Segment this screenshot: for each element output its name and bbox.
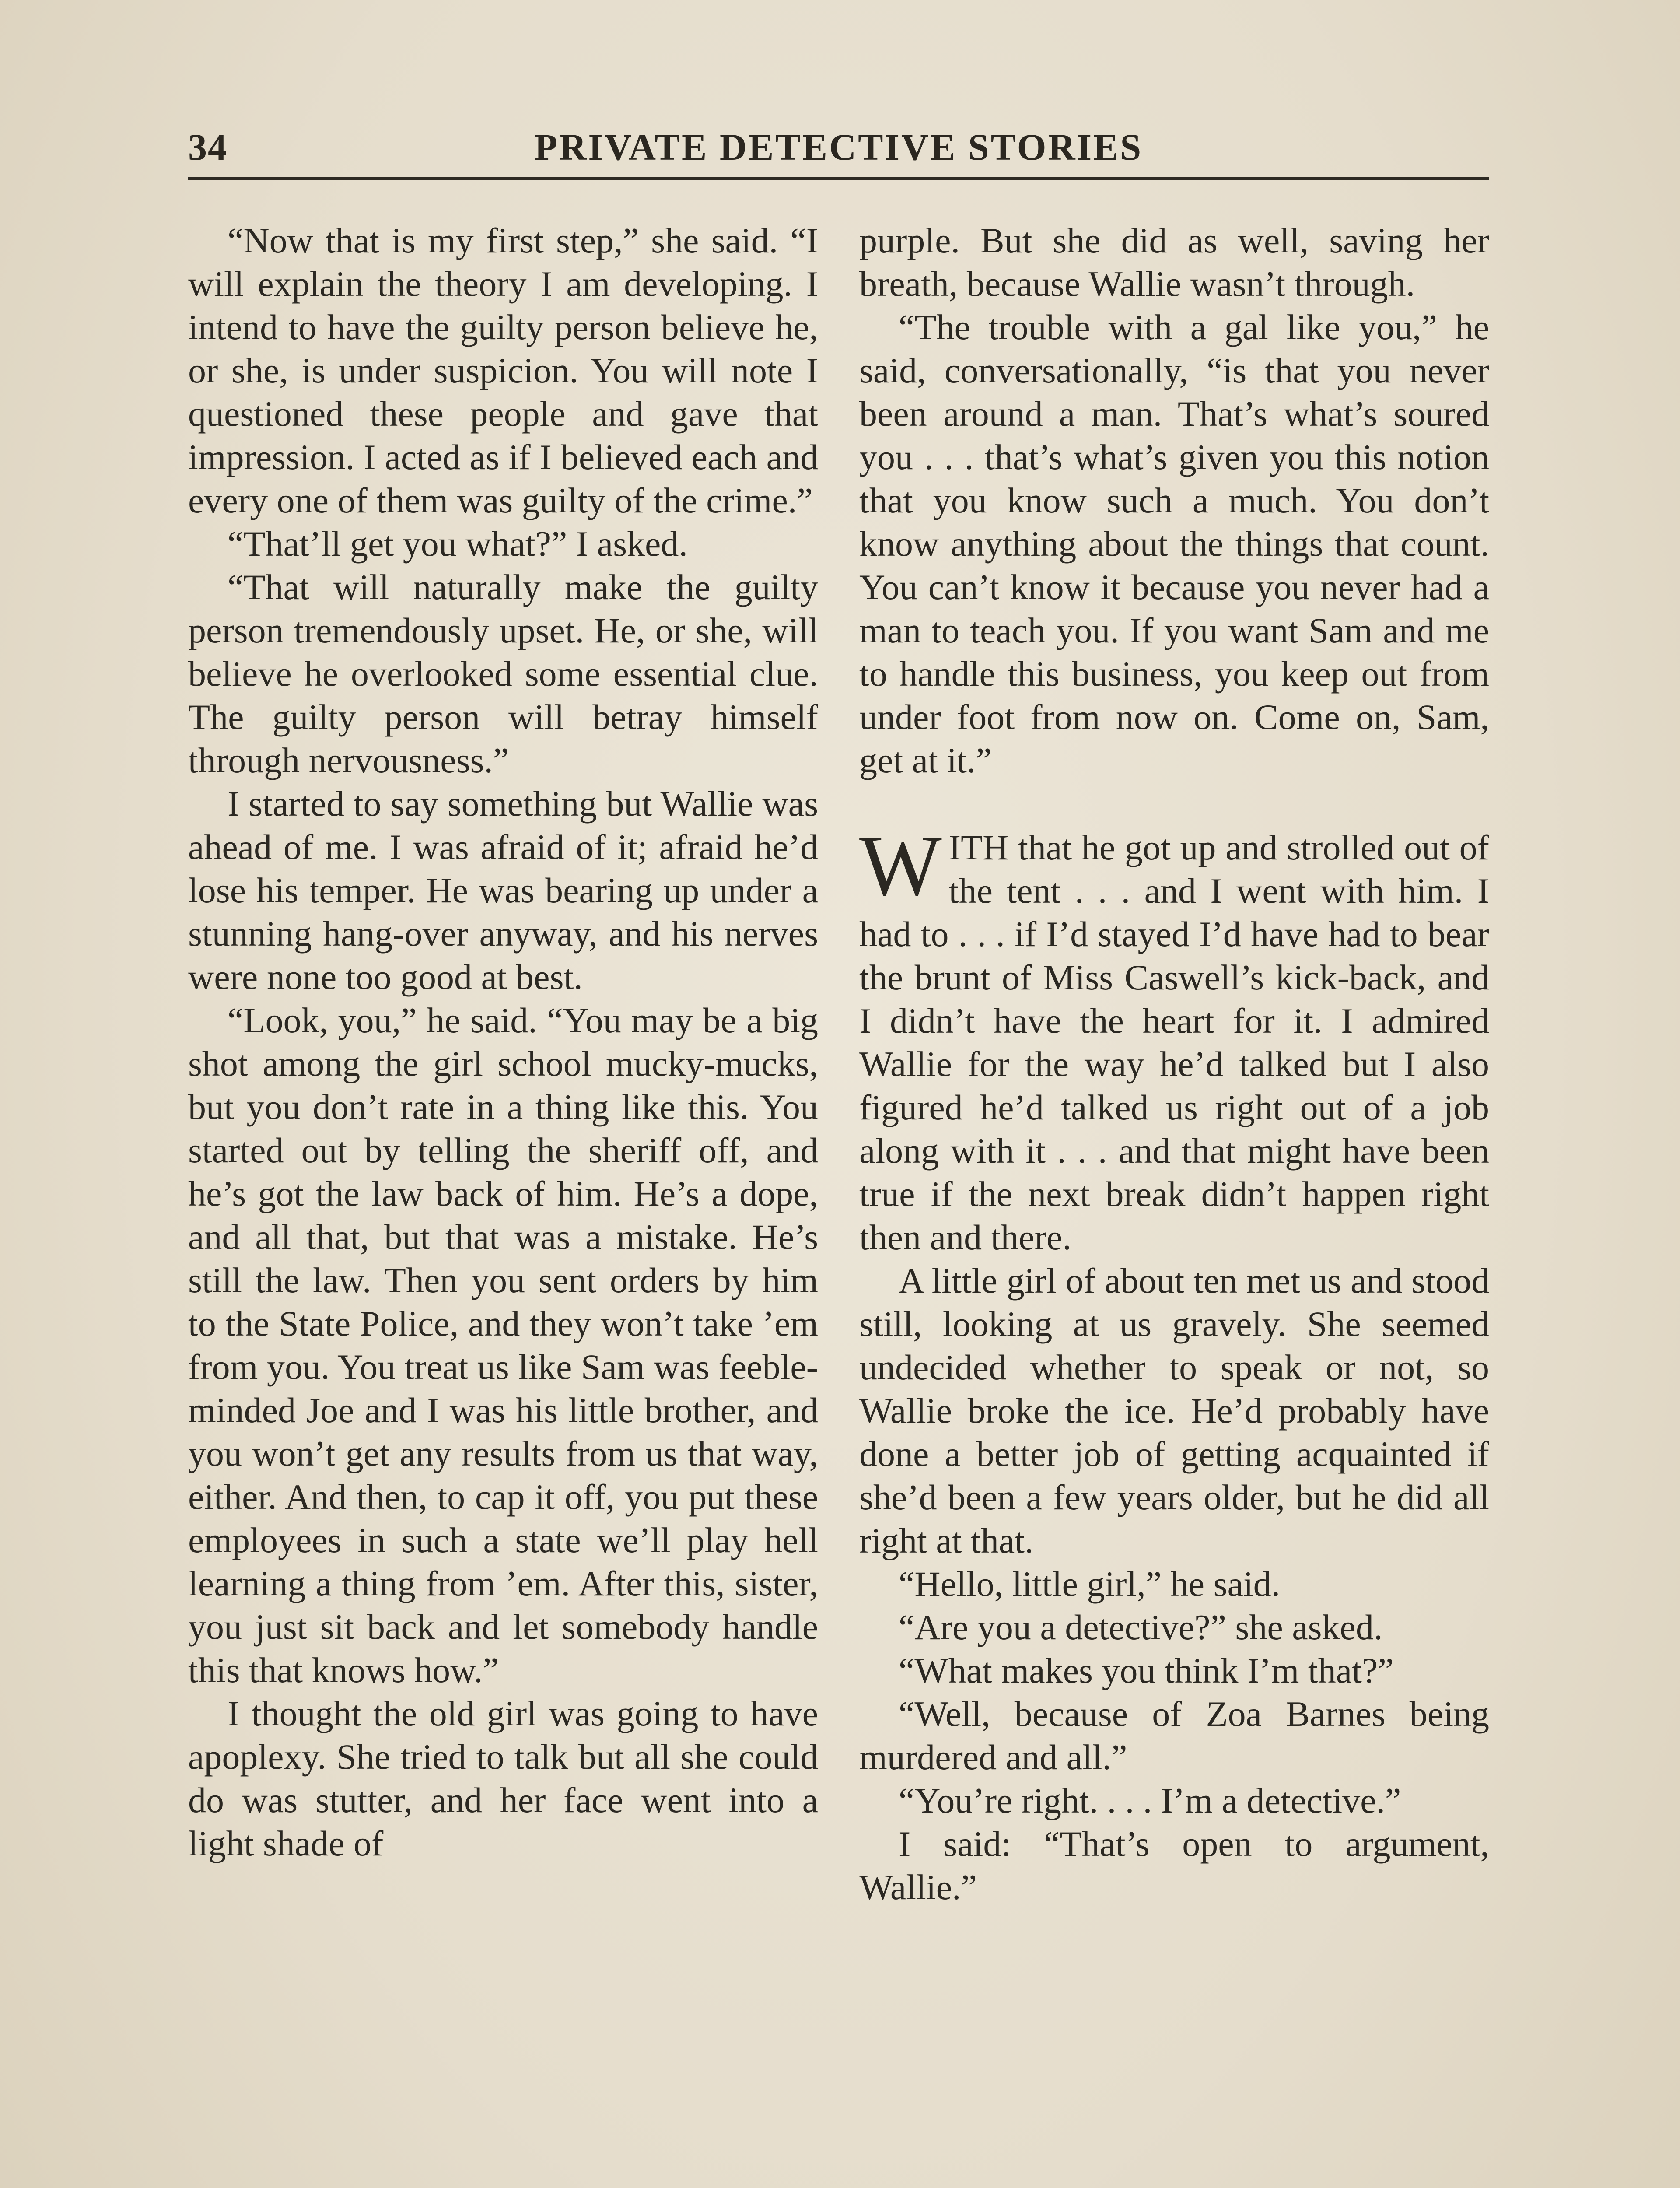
header-rule [188,177,1489,180]
paragraph: “Are you a detective?” she asked. [899,1607,1383,1647]
running-title: PRIVATE DETECTIVE STORIES [534,126,1143,168]
paragraph: I said: “That’s open to argument, Wallie.” [859,1824,1489,1907]
paragraph: A little girl of about ten met us and stood still, looking at us gravely. She seemed undecided whether to speak or not, so Wallie broke the ice. He’d probably have done a better job of getting acquainted if she’d been a few years older, but he did all right at that. [859,1261,1489,1560]
drop-cap-text: ITH that he got up and strolled out of the tent . . . and I went with him. I had to . . . if I’d stayed I’d have had to bear the brunt of Miss Caswell’s kick-back, and I didn’t have the heart for it. I admired Wallie for the way he’d talked but I also figured he’d talked us right out of a job along with it . . . and that might have been true if the next break didn’t happen right then and there. [859,828,1489,1257]
paragraph: “Now that is my first step,” she said. “I will explain the theory I am developing. I intend to have the guilty person believe he, or she, is under suspicion. You will note I questioned these people and gave that impression. I acted as if I believed each and every one of them was guilty of the crime.” [188,221,818,520]
paragraph: I thought the old girl was going to have apoplexy. She tried to talk but all she could do was stutter, and her face went into a light shade of [188,1694,818,1863]
drop-cap-letter: W [859,817,942,914]
paragraph: “The trouble with a gal like you,” he said, conversationally, “is that you never been around a man. That’s what’s soured you . . . that’s what’s given you this notion that you know such a much. You don’t know anything about the things that count. You can’t know it because you never had a man to teach you. If you want Sam and me to handle this business, you keep out from under foot from now on. Come on, Sam, get at it.” [859,307,1489,780]
section-break [859,782,1489,826]
page-header [188,123,1489,179]
paragraph: “Well, because of Zoa Barnes being murdered and all.” [859,1694,1489,1777]
paragraph: “That’ll get you what?” I asked. [228,524,688,564]
drop-cap-paragraph [859,817,1489,1259]
paragraph: “Look, you,” he said. “You may be a big shot among the girl school mucky-mucks, but you don’t rate in a thing like this. You started out by telling the sheriff off, and he’s got the law back of him. He’s a dope, and all that, but that was a mistake. He’s still the law. Then you sent orders by him to the State Police, and they won’t take ’em from you. You treat us like Sam was feeble-minded Joe and I was his little brother, and you won’t get any results from us that way, either. And then, to cap it off, you put these employees in such a state we’ll play hell learning a thing from ’em. After this, sister, you just sit back and let somebody handle this that knows how.” [188,1000,818,1690]
paragraph-continuation: purple. But she did as well, saving her breath, because Wallie wasn’t through. [859,221,1489,304]
paragraph: “What makes you think I’m that?” [899,1651,1394,1690]
right-column [859,219,1489,1909]
paragraph: “That will naturally make the guilty person tremendously upset. He, or she, will believe he overlooked some essential clue. The guilty person will betray himself through nervousness.” [188,567,818,780]
left-column [188,219,818,1865]
page-number: 34 [188,126,228,168]
paragraph: I started to say something but Wallie was ahead of me. I was afraid of it; afraid he’d lose his temper. He was bearing up under a stunning hang-over anyway, and his nerves were none too good at best. [188,784,818,997]
paragraph: “Hello, little girl,” he said. [899,1564,1281,1604]
paragraph: “You’re right. . . . I’m a detective.” [899,1781,1401,1820]
